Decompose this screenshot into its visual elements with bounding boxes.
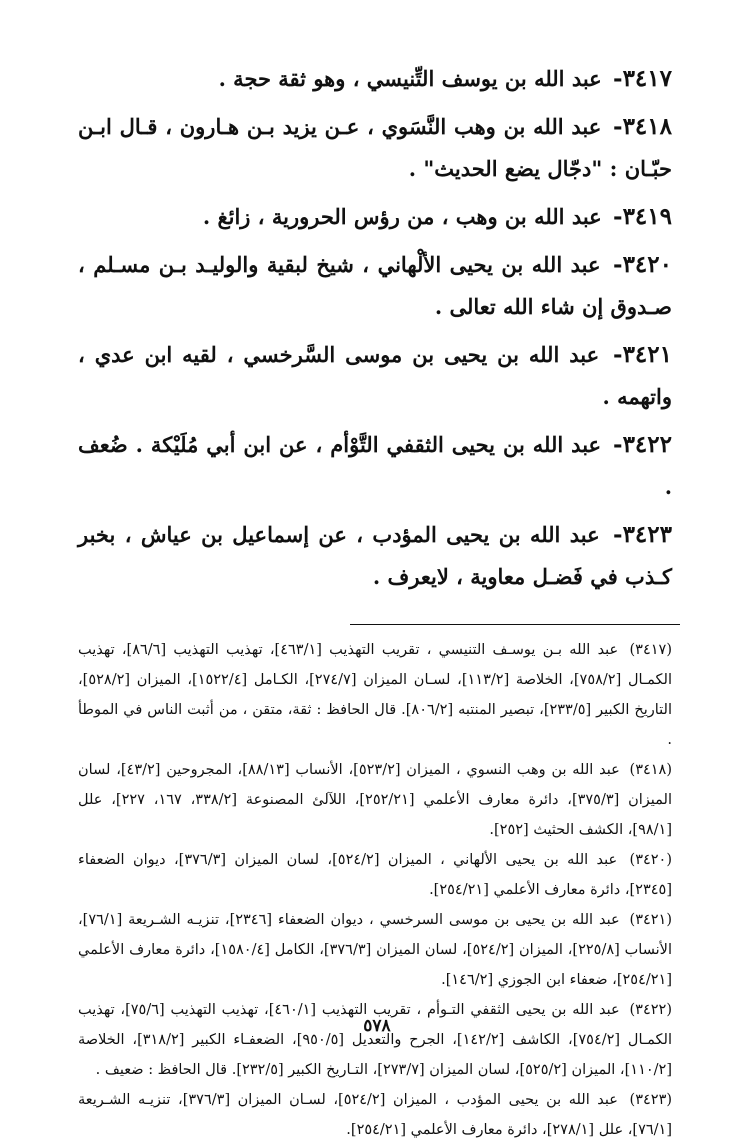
footnote-text: عبد الله بن يحيى المؤدب ، الميزان [٥٢٤/٢]، لسـان الميزان [٣٧٦/٣]، تنزيـه الشـريعة [٧٦/١]، علل [٢٧٨/١]، دائرة معارف الأعلمي [٢٥٤/٢١]. — [78, 1092, 672, 1138]
entry-number: ٣٤١٧- — [613, 65, 672, 92]
footnote-number: (٣٤٢٢) — [629, 1002, 672, 1018]
entry-number: ٣٤٢٠- — [613, 251, 672, 278]
entry-text: عبد الله بن وهب النَّسَوي ، عـن يزيد بـن هـارون ، قـال ابـن حبّـان : "دجّال يضع الحديث" . — [78, 114, 672, 181]
footnote-number: (٣٤١٧) — [629, 642, 672, 658]
footnote-3417 — [78, 635, 672, 755]
footnote-number: (٣٤١٨) — [629, 762, 673, 778]
footnote-3418 — [78, 755, 672, 845]
footnote-3420 — [78, 845, 672, 905]
entry-number: ٣٤٢٢- — [613, 431, 672, 458]
footnote-separator-wrap — [78, 624, 672, 625]
footnote-3423 — [78, 1085, 672, 1145]
entry-3417 — [78, 58, 672, 100]
entry-3422 — [78, 424, 672, 508]
footnote-3421 — [78, 905, 672, 995]
footnote-text: عبد الله بـن يوسـف التنيسي ، تقريب التهذيب [٤٦٣/١]، تهذيب التهذيب [٨٦/٦]، تهذيب الكمـال [٧٥٨/٢]، الخلاصة [١١٣/٢]، لسـان الميزان [٢٧٤/٧]، الكـامل [١٥٢٢/٤]، الميزان [٥٢٨/٢]، التاريخ الكبير [٢٣٣/٥]، تبصير المنتبه [٨٠٦/٢]. قال الحافظ : ثقة، متقن ، من أثبت الناس في الموطأ . — [78, 642, 672, 748]
entry-number: ٣٤١٨- — [613, 113, 672, 140]
entry-text: عبد الله بن يحيى المؤدب ، عن إسماعيل بن عياش ، بخبر كـذب في فَضـل معاوية ، لايعرف . — [78, 522, 672, 589]
footnote-text: عبد الله بن وهب النسوي ، الميزان [٥٢٣/٢]، الأنساب [٨٨/١٣]، المجروحين [٤٣/٢]، لسان الميزان [٣٧٥/٣]، دائرة معارف الأعلمي [٢٥٢/٢١]، اللآلئ المصنوعة [٣٣٨/٢، ١٦٧، ٢٢٧]، علل [٩٨/١]، الكشف الحثيث [٢٥٢]. — [78, 762, 672, 838]
entry-number: ٣٤٢٣- — [613, 521, 672, 548]
entry-text: عبد الله بن يحيى بن موسى السَّرخسي ، لقيه ابن عدي ، واتهمه . — [78, 342, 672, 409]
entry-3421 — [78, 334, 672, 418]
entry-text: عبد الله بن وهب ، من رؤس الحرورية ، زائغ . — [202, 204, 602, 229]
footnote-text: عبد الله بن يحيى الألهاني ، الميزان [٥٢٤/٢]، لسان الميزان [٣٧٦/٣]، ديوان الضعفاء [٢٣٤٥]، دائرة معارف الأعلمي [٢٥٤/٢١]. — [78, 852, 672, 898]
footnote-separator — [350, 624, 680, 625]
footnote-3422 — [78, 995, 672, 1085]
entry-3423 — [78, 514, 672, 598]
footnote-text: عبد الله بن يحيى الثقفي التـوأم ، تقريب التهذيب [٤٦٠/١]، تهذيب التهذيب [٧٥/٦]، تهذيب الكمـال [٧٥٤/٢]، الكاشف [١٤٢/٢]، الجرح والتعديل [٩٥٠/٥]، الضعفـاء الكبير [٣١٨/٢]، الخلاصة [١١٠/٢]، الميزان [٥٢٥/٢]، لسان الميزان [٢٧٣/٧]، التـاريخ الكبير [٢٣٢/٥]. قال الحافظ : ضعيف . — [78, 1002, 672, 1078]
entries-list — [78, 58, 672, 598]
entry-text: عبد الله بن يحيى الألْهاني ، شيخ لبقية والوليـد بـن مسـلم ، صـدوق إن شاء الله تعالى . — [78, 252, 672, 319]
footnote-number: (٣٤٢٠) — [629, 852, 673, 868]
footnote-number: (٣٤٢٣) — [629, 1092, 673, 1108]
footnotes — [78, 635, 672, 1145]
entry-number: ٣٤١٩- — [613, 203, 672, 230]
page-number: ٥٧٨ — [363, 1016, 391, 1036]
entry-3420 — [78, 244, 672, 328]
footnote-text: عبد الله بن يحيى بن موسى السرخسي ، ديوان الضعفاء [٢٣٤٦]، تنزيـه الشـريعة [٧٦/١]، الأنساب [٢٢٥/٨]، الميزان [٥٢٤/٢]، لسان الميزان [٣٧٦/٣]، الكامل [١٥٨٠/٤]، دائرة معارف الأعلمي [٢٥٤/٢١]، ضعفاء ابن الجوزي [١٤٦/٢]. — [78, 912, 672, 988]
entry-number: ٣٤٢١- — [613, 341, 672, 368]
entry-3418 — [78, 106, 672, 190]
entry-text: عبد الله بن يحيى الثقفي التَّوْأم ، عن ابن أبي مُلَيْكة . ضُعف . — [78, 432, 672, 499]
entry-text: عبد الله بن يوسف التِّنيسي ، وهو ثقة حجة . — [218, 66, 602, 91]
footnote-number: (٣٤٢١) — [629, 912, 673, 928]
entry-3419 — [78, 196, 672, 238]
